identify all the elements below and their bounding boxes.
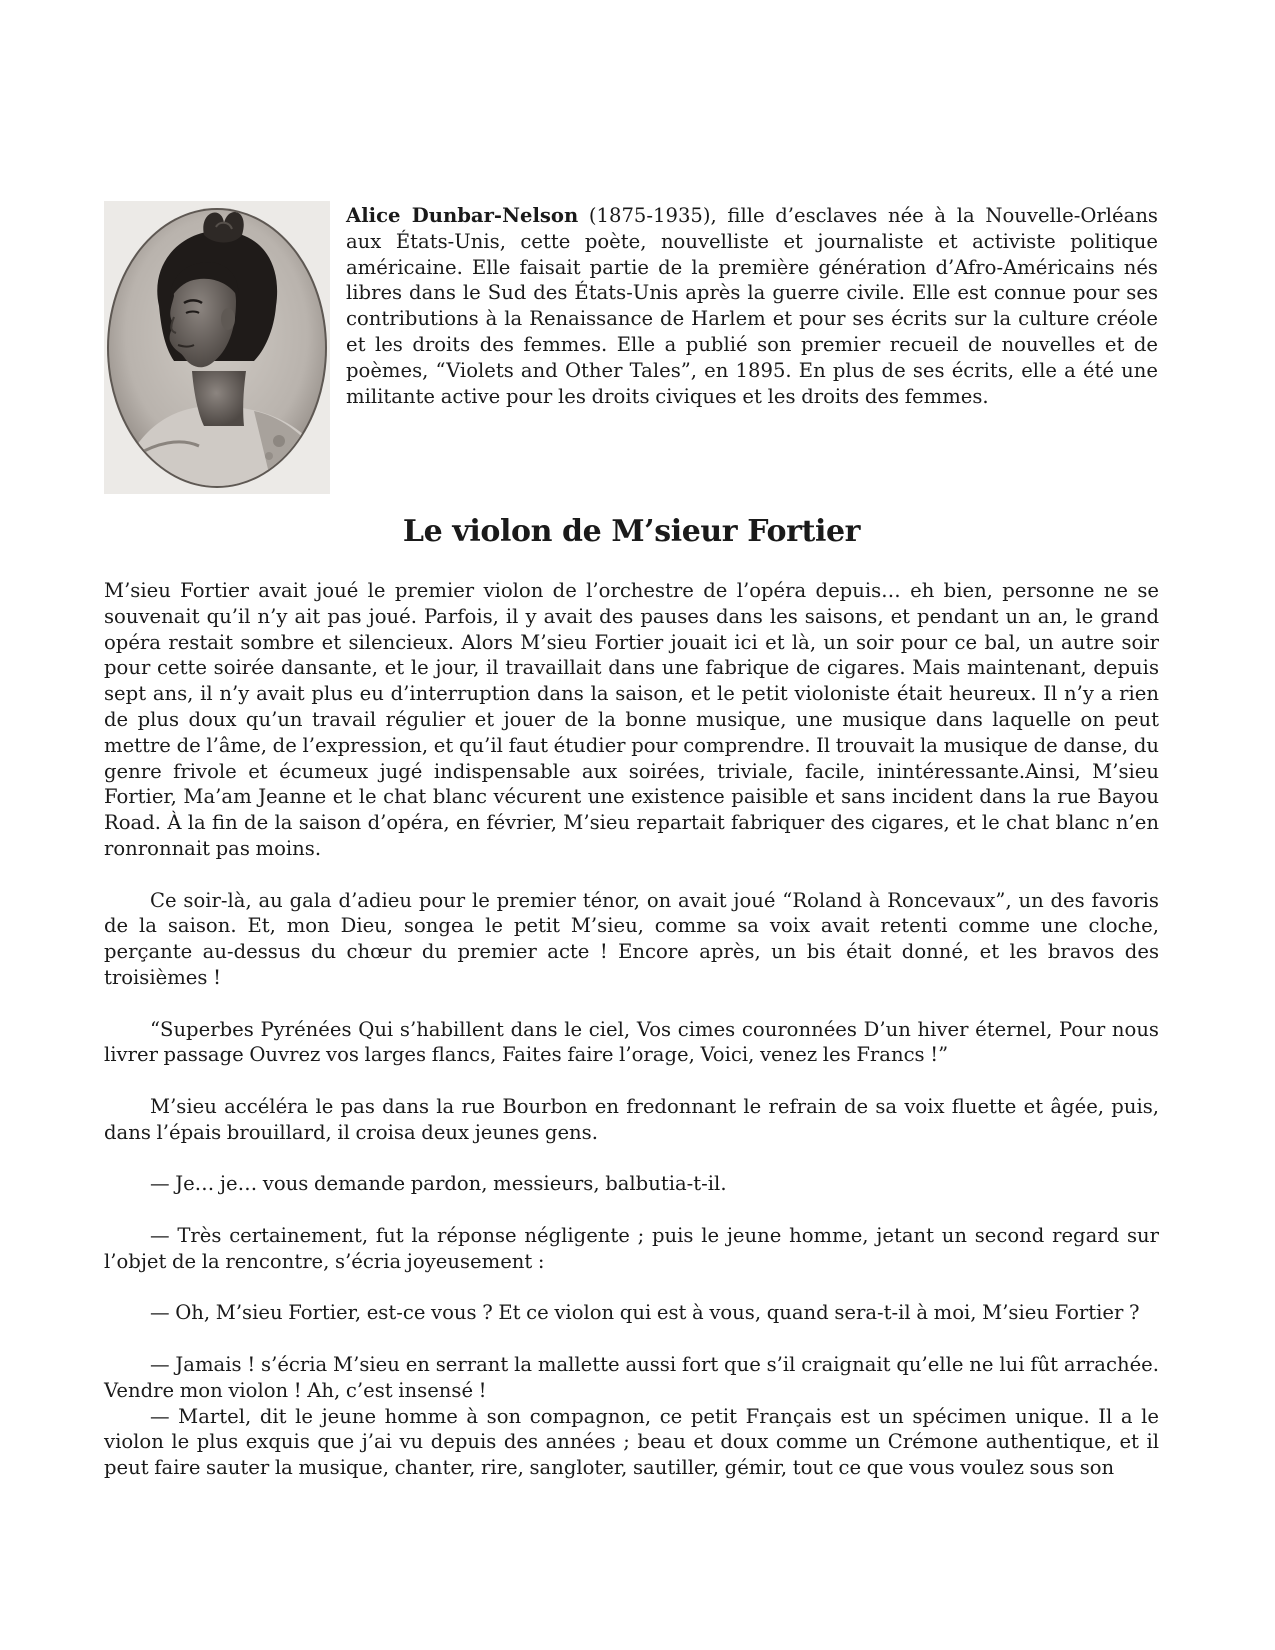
song-verse: “Superbes Pyrénées Qui s’habillent dans le ciel, Vos cimes couronnées D’un hiver éternel, Pour nous livrer passage Ouvrez vos larges flancs, Faites faire l’orage, Voici, venez les Francs !”	[104, 1017, 1159, 1067]
story-paragraph: Ce soir-là, au gala d’adieu pour le premier ténor, on avait joué “Roland à Roncevaux”, un des favoris de la saison. Et, mon Dieu, songea le petit M’sieu, comme sa voix avait retenti comme une cloche, perçante au-dessus du chœur du premier acte ! Encore après, un bis était donné, et les bravos des troisièmes !	[104, 888, 1159, 989]
dialogue-line: — Jamais ! s’écria M’sieu en serrant la mallette aussi fort que s’il craignait qu’elle ne lui fût arrachée. Vendre mon violon ! Ah, c’est insensé !	[104, 1352, 1159, 1402]
biography-text: (1875-1935), fille d’esclaves née à la Nouvelle-Orléans aux États-Unis, cette poète, nouvelliste et journaliste et activiste politique américaine. Elle faisait partie de la première génération d’Afro-Américains nés libres dans le Sud des États-Unis après la guerre civile. Elle est connue pour ses contributions à la Renaissance de Harlem et pour ses écrits sur la culture créole et les droits des femmes. Elle a publié son premier recueil de nouvelles et de poèmes, “Violets and Other Tales”, en 1895. En plus de ses écrits, elle a été une militante active pour les droits civiques et les droits des femmes.	[346, 204, 1158, 408]
author-portrait	[104, 201, 330, 494]
dialogue-line: — Je… je… vous demande pardon, messieurs, balbutia-t-il.	[150, 1172, 727, 1196]
dialogue-line: — Très certainement, fut la réponse négligente ; puis le jeune homme, jetant un second regard sur l’objet de la rencontre, s’écria joyeusement :	[104, 1223, 1159, 1273]
author-name: Alice Dunbar-Nelson	[346, 204, 579, 227]
story-title: Le violon de M’sieur Fortier	[402, 514, 861, 549]
author-biography	[346, 203, 1158, 409]
story-paragraph: M’sieu Fortier avait joué le premier violon de l’orchestre de l’opéra depuis… eh bien, personne ne se souvenait qu’il n’y ait pas joué. Parfois, il y avait des pauses dans les saisons, et pendant un an, le grand opéra restait sombre et silencieux. Alors M’sieu Fortier jouait ici et là, un soir pour ce bal, un autre soir pour cette soirée dansante, et le jour, il travaillait dans une fabrique de cigares. Mais maintenant, depuis sept ans, il n’y avait plus eu d’interruption dans la saison, et le petit violoniste était heureux. Il n’y a rien de plus doux qu’un travail régulier et jouer de la bonne musique, une musique dans laquelle on peut mettre de l’âme, de l’expression, et qu’il faut étudier pour comprendre. Il trouvait la musique de danse, du genre frivole et écumeux jugé indispensable aux soirées, triviale, facile, inintéressante.Ainsi, M’sieu Fortier, Ma’am Jeanne et le chat blanc vécurent une existence paisible et sans incident dans la rue Bayou Road. À la fin de la saison d’opéra, en février, M’sieu repartait fabriquer des cigares, et le chat blanc n’en ronronnait pas moins.	[104, 579, 1159, 860]
story-paragraph: M’sieu accéléra le pas dans la rue Bourbon en fredonnant le refrain de sa voix fluette et âgée, puis, dans l’épais brouillard, il croisa deux jeunes gens.	[104, 1094, 1159, 1144]
story-body	[104, 578, 1159, 1481]
portrait-photo	[104, 201, 330, 494]
dialogue-line: — Martel, dit le jeune homme à son compagnon, ce petit Français est un spécimen unique. Il a le violon le plus exquis que j’ai vu depuis des années ; beau et doux comme un Crémone authentique, et il peut faire sauter la musique, chanter, rire, sangloter, sautiller, gémir, tout ce que vous voulez sous son	[104, 1404, 1159, 1480]
dialogue-line: — Oh, M’sieu Fortier, est-ce vous ? Et ce violon qui est à vous, quand sera-t-il à moi, M’sieu Fortier ?	[150, 1301, 1140, 1325]
